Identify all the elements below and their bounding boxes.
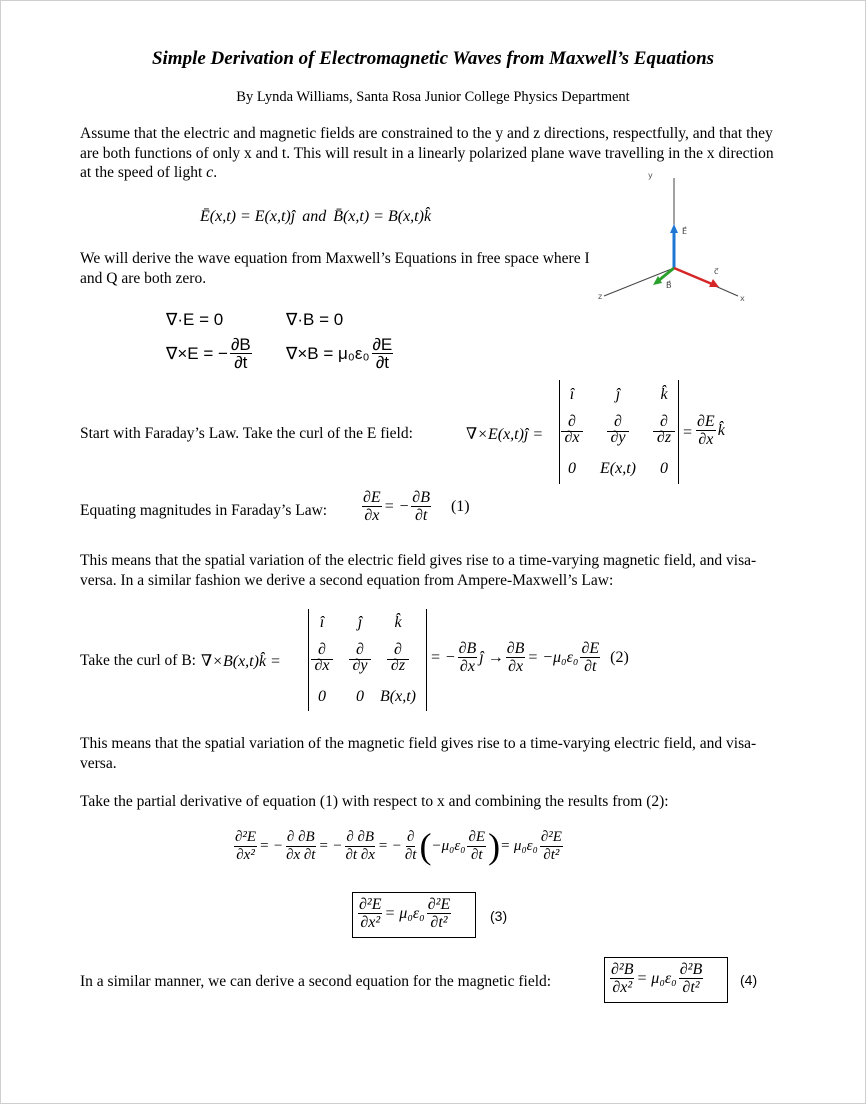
faraday-lhs: ∇×E = − bbox=[166, 343, 228, 363]
ampere-det-cell-r2-c1: ∂y bbox=[352, 657, 368, 675]
equation-3 bbox=[356, 896, 453, 931]
faraday-det-cell-r2-c0: ∂x bbox=[564, 429, 580, 447]
faraday-det-cell-r3-c2: 0 bbox=[660, 459, 668, 477]
E-field-definition: Ē(x,t) = E(x,t)ĵ bbox=[200, 208, 296, 225]
faraday-rhs-fraction bbox=[696, 413, 716, 448]
faraday-det-cell-r1-c1: ∂ bbox=[607, 413, 629, 432]
z-axis bbox=[604, 268, 674, 296]
spatial-variation-paragraph-1: This means that the spatial variation of the electric field gives rise to a time-varying magnetic field, and visa-versa. In a similar fashion we derive a second equation from Ampere-Maxwell’s Law: bbox=[80, 552, 757, 589]
chain-f1-num: ∂²E bbox=[235, 828, 257, 845]
z-axis-label: z bbox=[598, 292, 603, 301]
ampere-step-text: Take the curl of B: bbox=[80, 652, 196, 669]
chain-f4 bbox=[404, 829, 418, 864]
faraday-fraction bbox=[230, 336, 252, 371]
ampere-det-cell-r3-c1: 0 bbox=[356, 687, 364, 705]
ampere-frac2 bbox=[506, 640, 526, 675]
ampere-det-cell-r1-c0: ∂ bbox=[311, 641, 333, 660]
chain-f2-den: ∂x ∂t bbox=[286, 846, 316, 863]
chain-eq4: = μ₀ε₀ bbox=[500, 837, 538, 854]
ampere-maxwell-law bbox=[286, 336, 395, 371]
eq1-rhs-fraction bbox=[411, 489, 431, 524]
ampere-num: ∂E bbox=[372, 335, 393, 354]
ampere-det-cell-r2-c0: ∂x bbox=[314, 657, 330, 675]
equation-4 bbox=[608, 961, 705, 996]
chain-f1-den: ∂x² bbox=[236, 846, 255, 863]
intro-symbol-c: c bbox=[206, 164, 214, 181]
faraday-den: ∂t bbox=[234, 353, 248, 372]
faraday-det-cell-r3-c0: 0 bbox=[568, 459, 576, 477]
ampere-arrow: ĵ → bbox=[479, 648, 504, 666]
c-vector-label: c⃗ bbox=[714, 267, 719, 276]
ampere-den: ∂t bbox=[375, 353, 389, 372]
eq4-lhs-den: ∂x² bbox=[612, 979, 633, 996]
ampere-det-cell-r3-c2: B(x,t) bbox=[380, 687, 416, 705]
B-vector bbox=[658, 268, 674, 281]
partial-derivative-paragraph: Take the partial derivative of equation (1) with respect to x and combining the results from (2): bbox=[80, 793, 669, 810]
faraday-law bbox=[166, 336, 254, 371]
ampere-eq2: = −μ₀ε₀ bbox=[527, 648, 579, 666]
eq3-lhs-num: ∂²E bbox=[359, 896, 382, 913]
ampere-frac3-den: ∂t bbox=[584, 658, 597, 675]
faraday-rhs bbox=[694, 413, 725, 448]
intro-text: Assume that the electric and magnetic fields are constrained to the y and z directions, respectfully, and that they are both functions of only x and t. This will result in a linearly polarized plane wave travelling in the x direction at the speed of light bbox=[80, 125, 774, 181]
ampere-det-cell-r0-c2: k̂ bbox=[394, 614, 402, 631]
eq4-lhs-fraction bbox=[610, 961, 634, 996]
eq4-rhs-num: ∂²B bbox=[679, 961, 703, 978]
chain-f3-num: ∂ ∂B bbox=[346, 828, 375, 845]
close-paren: ) bbox=[488, 826, 501, 866]
ampere-frac2-num: ∂B bbox=[506, 640, 525, 657]
chain-f2-num: ∂ ∂B bbox=[286, 828, 315, 845]
ampere-curl-lhs: ∇×B(x,t)k̂ = bbox=[201, 653, 281, 670]
magnetic-field-text: In a similar manner, we can derive a second equation for the magnetic field: bbox=[80, 973, 552, 990]
ampere-fraction bbox=[372, 336, 394, 371]
faraday-det-cell-r3-c1: E(x,t) bbox=[600, 459, 636, 477]
faraday-det-cell-r0-c1: ĵ bbox=[615, 386, 621, 403]
faraday-rhs-num: ∂E bbox=[697, 413, 715, 430]
chain-paren-inner: −μ₀ε₀ bbox=[431, 837, 466, 854]
chain-f6-num: ∂²E bbox=[540, 828, 562, 845]
wave-equation-paragraph: We will derive the wave equation from Maxwell’s Equations in free space where I and Q are both zero. bbox=[80, 250, 590, 287]
chain-f4-num: ∂ bbox=[406, 828, 415, 845]
field-definition bbox=[200, 208, 431, 226]
chain-f2 bbox=[285, 829, 316, 864]
faraday-det-cell-r0-c0: î bbox=[569, 386, 575, 403]
eq4-mid: = μ₀ε₀ bbox=[636, 969, 677, 987]
faraday-num: ∂B bbox=[230, 335, 251, 354]
ampere-det-cell-r1-c2: ∂ bbox=[387, 641, 409, 660]
ampere-det-right-bar bbox=[426, 609, 427, 711]
eq1-rhs-num: ∂B bbox=[412, 489, 430, 506]
faraday-det-cell-r1-c0: ∂ bbox=[561, 413, 583, 432]
spatial-variation-paragraph-2: This means that the spatial variation of the magnetic field gives rise to a time-varying electric field, and visa-versa. bbox=[80, 735, 757, 772]
eq3-lhs-den: ∂x² bbox=[360, 914, 381, 931]
ampere-eq1: = − bbox=[430, 648, 456, 666]
faraday-det-cell-r2-c1: ∂y bbox=[610, 429, 626, 447]
ampere-lhs: ∇×B = μ₀ε₀ bbox=[286, 343, 370, 363]
ampere-frac3-num: ∂E bbox=[581, 640, 600, 657]
faraday-curl-lhs: ∇×E(x,t)ĵ = bbox=[466, 426, 544, 443]
faraday-step-text: Start with Faraday’s Law. Take the curl of the E field: bbox=[80, 425, 413, 442]
eq1-lhs-num: ∂E bbox=[363, 489, 381, 506]
faraday-det-cell-r1-c2: ∂ bbox=[653, 413, 675, 432]
chain-f1 bbox=[234, 829, 257, 864]
eq4-lhs-num: ∂²B bbox=[611, 961, 634, 978]
chain-f4-den: ∂t bbox=[404, 846, 417, 863]
faraday-rhs-equals: = bbox=[682, 424, 693, 441]
ampere-det-cell-r3-c0: 0 bbox=[318, 687, 326, 705]
document-title: Simple Derivation of Electromagnetic Waves from Maxwell’s Equations bbox=[151, 48, 715, 69]
B-vector-label: B⃗ bbox=[666, 281, 672, 290]
chain-f5-den: ∂t bbox=[470, 846, 483, 863]
equation-1 bbox=[360, 489, 470, 524]
intro-paragraph: Assume that the electric and magnetic fields are constrained to the y and z directions, respectfully, and that they are both functions of only x and t. This will result in a linearly polarized plane wave travelling in the x direction at the speed of light c. bbox=[80, 125, 774, 181]
gauss-B: ∇·B = 0 bbox=[286, 310, 344, 329]
ampere-frac1 bbox=[458, 640, 478, 675]
E-vector-label: E⃗ bbox=[682, 227, 688, 236]
chain-eq3: = − bbox=[377, 837, 402, 854]
ampere-frac1-den: ∂x bbox=[459, 658, 475, 675]
chain-f5-num: ∂E bbox=[468, 828, 486, 845]
chain-f6 bbox=[540, 829, 563, 864]
eq3-rhs-num: ∂²E bbox=[427, 896, 451, 913]
and-word: and bbox=[302, 208, 327, 225]
axes-diagram bbox=[588, 168, 768, 308]
eq1-rhs-den: ∂t bbox=[414, 507, 428, 524]
y-axis-label: y bbox=[648, 171, 653, 180]
eq3-label: (3) bbox=[490, 908, 508, 924]
chain-f3 bbox=[344, 829, 375, 864]
chain-f6-den: ∂t² bbox=[543, 846, 560, 863]
eq1-label: (1) bbox=[450, 497, 470, 515]
faraday-det-cell-r0-c2: k̂ bbox=[660, 386, 668, 403]
chain-eq1: = − bbox=[259, 837, 284, 854]
eq4-rhs-den: ∂t² bbox=[682, 979, 700, 996]
ampere-rhs bbox=[430, 640, 629, 675]
chain-f5 bbox=[467, 829, 486, 864]
faraday-det-cell-r2-c2: ∂z bbox=[656, 429, 672, 447]
B-field-definition: B̄(x,t) = B(x,t)k̂ bbox=[333, 208, 432, 225]
chain-eq2: = − bbox=[318, 837, 343, 854]
eq2-label: (2) bbox=[610, 648, 629, 666]
x-axis-label: x bbox=[740, 294, 745, 303]
eq4-rhs-fraction bbox=[679, 961, 703, 996]
eq3-rhs-fraction bbox=[427, 896, 451, 931]
open-paren: ( bbox=[419, 826, 432, 866]
ampere-frac1-num: ∂B bbox=[458, 640, 477, 657]
ampere-det-cell-r2-c2: ∂z bbox=[390, 657, 406, 675]
eq3-lhs-fraction bbox=[358, 896, 382, 931]
byline: By Lynda Williams, Santa Rosa Junior College Physics Department bbox=[236, 89, 630, 105]
ampere-frac2-den: ∂x bbox=[508, 658, 524, 675]
faraday-rhs-den: ∂x bbox=[698, 431, 714, 448]
ampere-frac3 bbox=[580, 640, 600, 675]
chain-f3-den: ∂t ∂x bbox=[345, 846, 375, 863]
eq1-equals: = − bbox=[383, 497, 410, 515]
gauss-E: ∇·E = 0 bbox=[166, 310, 224, 329]
ampere-det-cell-r0-c0: î bbox=[319, 614, 325, 631]
eq4-label: (4) bbox=[740, 972, 758, 988]
ampere-det-cell-r1-c1: ∂ bbox=[349, 641, 371, 660]
ampere-det-cell-r0-c1: ĵ bbox=[357, 614, 363, 631]
faraday-rhs-unit: k̂ bbox=[717, 421, 725, 439]
eq1-lhs-fraction bbox=[362, 489, 382, 524]
c-vector bbox=[674, 268, 712, 284]
equating-text: Equating magnitudes in Faraday’s Law: bbox=[80, 502, 328, 519]
eq3-rhs-den: ∂t² bbox=[430, 914, 448, 931]
eq1-lhs-den: ∂x bbox=[364, 507, 380, 524]
chain-derivation bbox=[232, 828, 565, 864]
E-vector-arrowhead bbox=[670, 224, 678, 233]
eq3-mid: = μ₀ε₀ bbox=[384, 904, 425, 922]
